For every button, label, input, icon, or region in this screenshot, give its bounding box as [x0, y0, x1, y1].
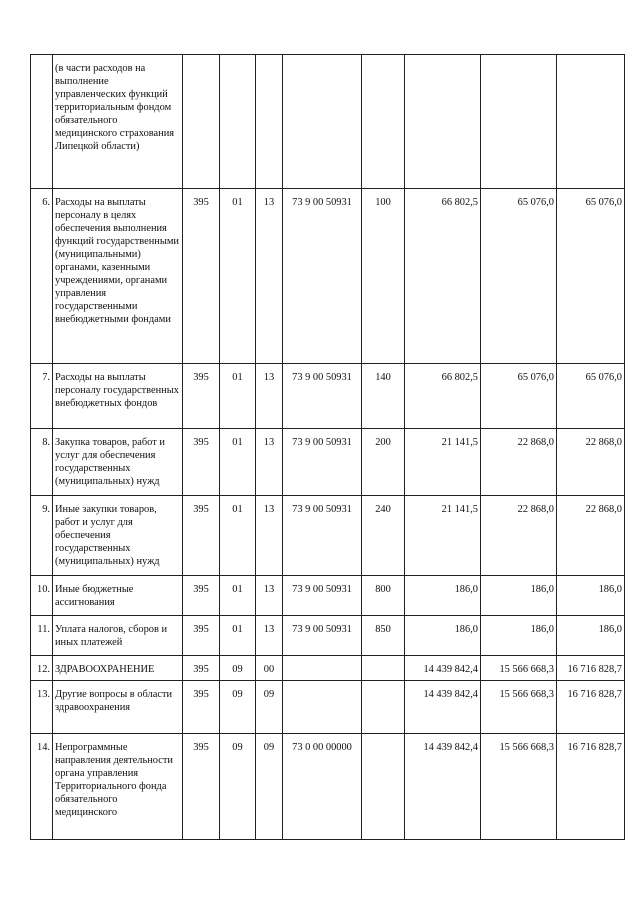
row-amount-year-3: 16 716 828,7 [557, 734, 625, 840]
table-row [31, 496, 625, 576]
row-amount-year-3: 16 716 828,7 [557, 681, 625, 734]
table-row [31, 55, 625, 189]
row-target-article: 73 0 00 00000 [283, 734, 362, 840]
row-subsection-code: 00 [256, 656, 283, 681]
row-section-code: 01 [220, 429, 256, 496]
row-amount-year-3: 22 868,0 [557, 496, 625, 576]
row-number: 12. [31, 656, 53, 681]
row-target-article: 73 9 00 50931 [283, 496, 362, 576]
row-expense-type: 200 [362, 429, 405, 496]
row-amount-year-1: 14 439 842,4 [405, 656, 481, 681]
row-number: 9. [31, 496, 53, 576]
row-amount-year-1: 14 439 842,4 [405, 681, 481, 734]
row-amount-year-1: 21 141,5 [405, 429, 481, 496]
row-amount-year-2: 15 566 668,3 [481, 734, 557, 840]
row-amount-year-2: 186,0 [481, 576, 557, 616]
row-subsection-code: 13 [256, 496, 283, 576]
row-ministry-code: 395 [183, 681, 220, 734]
row-number: 7. [31, 364, 53, 429]
row-expense-type [362, 734, 405, 840]
row-amount-year-2: 65 076,0 [481, 364, 557, 429]
row-ministry-code: 395 [183, 734, 220, 840]
row-subsection-code: 13 [256, 429, 283, 496]
row-number [31, 55, 53, 189]
budget-table [30, 54, 625, 840]
row-amount-year-2: 15 566 668,3 [481, 656, 557, 681]
row-amount-year-1: 66 802,5 [405, 364, 481, 429]
row-number: 14. [31, 734, 53, 840]
table-row [31, 364, 625, 429]
row-ministry-code: 395 [183, 429, 220, 496]
row-ministry-code: 395 [183, 576, 220, 616]
row-subsection-code: 13 [256, 364, 283, 429]
row-amount-year-3: 16 716 828,7 [557, 656, 625, 681]
row-amount-year-2: 22 868,0 [481, 496, 557, 576]
row-number: 10. [31, 576, 53, 616]
row-name: Иные закупки товаров, работ и услуг для обеспечения государственных (муниципальных) нужд [53, 496, 183, 576]
row-name: Непрограммные направления деятельности органа управления Территориального фонда обязательного медицинского [53, 734, 183, 840]
row-amount-year-1: 186,0 [405, 616, 481, 656]
row-target-article: 73 9 00 50931 [283, 429, 362, 496]
table-row [31, 681, 625, 734]
row-section-code: 09 [220, 734, 256, 840]
row-name: Другие вопросы в области здравоохранения [53, 681, 183, 734]
table-row [31, 576, 625, 616]
row-expense-type: 100 [362, 189, 405, 364]
row-amount-year-3: 65 076,0 [557, 364, 625, 429]
row-target-article [283, 656, 362, 681]
row-amount-year-1 [405, 55, 481, 189]
row-ministry-code: 395 [183, 656, 220, 681]
table-row [31, 189, 625, 364]
row-section-code: 01 [220, 496, 256, 576]
row-number: 13. [31, 681, 53, 734]
row-amount-year-2: 15 566 668,3 [481, 681, 557, 734]
row-name: Расходы на выплаты персоналу в целях обеспечения выполнения функций государственными (муниципальными) органами, казенными учреждениями, органами управления государственными внебюджетными фондами [53, 189, 183, 364]
row-subsection-code: 13 [256, 616, 283, 656]
row-amount-year-3: 186,0 [557, 616, 625, 656]
table-row [31, 656, 625, 681]
row-subsection-code: 09 [256, 734, 283, 840]
row-target-article: 73 9 00 50931 [283, 364, 362, 429]
row-section-code: 01 [220, 616, 256, 656]
row-target-article [283, 55, 362, 189]
row-amount-year-1: 14 439 842,4 [405, 734, 481, 840]
table-row [31, 429, 625, 496]
row-subsection-code: 13 [256, 189, 283, 364]
row-amount-year-3: 65 076,0 [557, 189, 625, 364]
row-name: Уплата налогов, сборов и иных платежей [53, 616, 183, 656]
row-amount-year-1: 186,0 [405, 576, 481, 616]
row-expense-type: 850 [362, 616, 405, 656]
row-ministry-code: 395 [183, 189, 220, 364]
table-row [31, 734, 625, 840]
row-name: Расходы на выплаты персоналу государственных внебюджетных фондов [53, 364, 183, 429]
row-section-code: 01 [220, 189, 256, 364]
row-section-code [220, 55, 256, 189]
row-number: 8. [31, 429, 53, 496]
row-target-article [283, 681, 362, 734]
row-expense-type [362, 681, 405, 734]
row-expense-type [362, 656, 405, 681]
row-name: (в части расходов на выполнение управленческих функций территориальным фондом обязательного медицинского страхования Липецкой области) [53, 55, 183, 189]
row-amount-year-2 [481, 55, 557, 189]
table-body [31, 55, 625, 840]
row-amount-year-1: 21 141,5 [405, 496, 481, 576]
row-amount-year-2: 65 076,0 [481, 189, 557, 364]
row-amount-year-3: 186,0 [557, 576, 625, 616]
row-subsection-code: 13 [256, 576, 283, 616]
row-number: 11. [31, 616, 53, 656]
row-ministry-code: 395 [183, 364, 220, 429]
table-row [31, 616, 625, 656]
row-ministry-code: 395 [183, 496, 220, 576]
row-amount-year-1: 66 802,5 [405, 189, 481, 364]
row-amount-year-2: 22 868,0 [481, 429, 557, 496]
row-amount-year-2: 186,0 [481, 616, 557, 656]
row-amount-year-3 [557, 55, 625, 189]
row-expense-type: 140 [362, 364, 405, 429]
row-target-article: 73 9 00 50931 [283, 616, 362, 656]
row-expense-type [362, 55, 405, 189]
row-name: ЗДРАВООХРАНЕНИЕ [53, 656, 183, 681]
row-ministry-code: 395 [183, 616, 220, 656]
row-amount-year-3: 22 868,0 [557, 429, 625, 496]
row-target-article: 73 9 00 50931 [283, 189, 362, 364]
row-subsection-code [256, 55, 283, 189]
row-expense-type: 800 [362, 576, 405, 616]
row-name: Закупка товаров, работ и услуг для обеспечения государственных (муниципальных) нужд [53, 429, 183, 496]
row-section-code: 01 [220, 364, 256, 429]
row-subsection-code: 09 [256, 681, 283, 734]
row-section-code: 09 [220, 681, 256, 734]
row-section-code: 09 [220, 656, 256, 681]
row-expense-type: 240 [362, 496, 405, 576]
row-target-article: 73 9 00 50931 [283, 576, 362, 616]
row-number: 6. [31, 189, 53, 364]
row-ministry-code [183, 55, 220, 189]
row-name: Иные бюджетные ассигнования [53, 576, 183, 616]
row-section-code: 01 [220, 576, 256, 616]
